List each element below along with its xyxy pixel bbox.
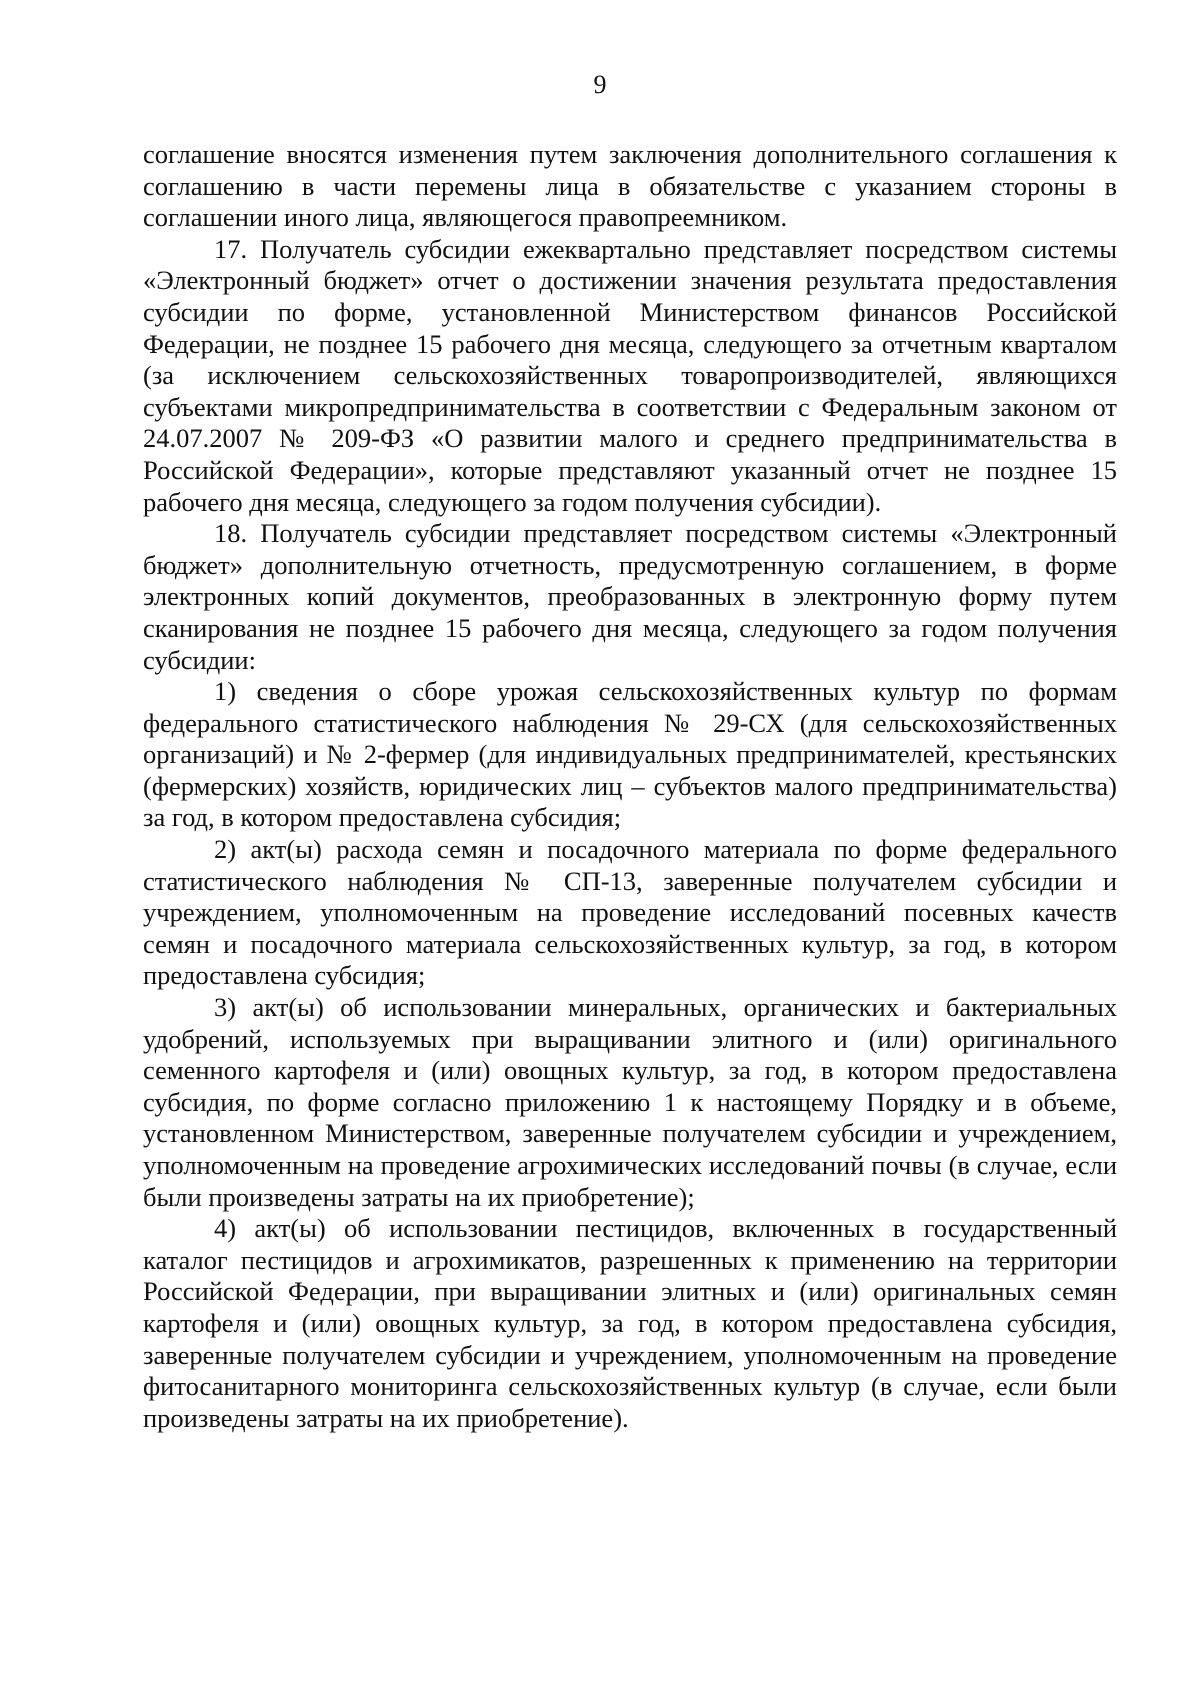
paragraph-item-1: 1) сведения о сборе урожая сельскохозяйственных культур по формам федерального статистического наблюдения № 29-СХ (для сельскохозяйственных организаций) и № 2-фермер (для индивидуальных предпринимателей, крестьянских (фермерских) хозяйств, юридических лиц – субъектов малого предпринимательства) за год, в котором предоставлена субсидия; <box>143 676 1117 833</box>
paragraph-item-3: 3) акт(ы) об использовании минеральных, органических и бактериальных удобрений, используемых при выращивании элитного и (или) оригинального семенного картофеля и (или) овощных культур, за год, в котором предоставлена субсидия, по форме согласно приложению 1 к настоящему Порядку и в объеме, установленном Министерством, заверенные получателем субсидии и учреждением, уполномоченным на проведение агрохимических исследований почвы (в случае, если были произведены затраты на их приобретение); <box>143 992 1117 1212</box>
paragraph-clause-18: 18. Получатель субсидии представляет посредством системы «Электронный бюджет» дополнительную отчетность, предусмотренную соглашением, в форме электронных копий документов, преобразованных в электронную форму путем сканирования не позднее 15 рабочего дня месяца, следующего за годом получения субсидии: <box>143 518 1117 675</box>
paragraph-continuation: соглашение вносятся изменения путем заключения дополнительного соглашения к соглашению в части перемены лица в обязательстве с указанием стороны в соглашении иного лица, являющегося правопреемником. <box>143 139 1117 233</box>
paragraph-clause-17: 17. Получатель субсидии ежеквартально представляет посредством системы «Электронный бюджет» отчет о достижении значения результата предоставления субсидии по форме, установленной Министерством финансов Российской Федерации, не позднее 15 рабочего дня месяца, следующего за отчетным кварталом (за исключением сельскохозяйственных товаропроизводителей, являющихся субъектами микропредпринимательства в соответствии с Федеральным законом от 24.07.2007 № 209-ФЗ «О развитии малого и среднего предпринимательства в Российской Федерации», которые представляют указанный отчет не позднее 15 рабочего дня месяца, следующего за годом получения субсидии). <box>143 233 1117 517</box>
paragraph-item-4: 4) акт(ы) об использовании пестицидов, включенных в государственный каталог пестицидов и агрохимикатов, разрешенных к применению на территории Российской Федерации, при выращивании элитных и (или) оригинальных семян картофеля и (или) овощных культур, за год, в котором предоставлена субсидия, заверенные получателем субсидии и учреждением, уполномоченным на проведение фитосанитарного мониторинга сельскохозяйственных культур (в случае, если были произведены затраты на их приобретение). <box>143 1213 1117 1433</box>
page-number: 9 <box>593 70 607 99</box>
document-body <box>143 139 1117 1434</box>
paragraph-item-2: 2) акт(ы) расхода семян и посадочного материала по форме федерального статистического наблюдения № СП-13, заверенные получателем субсидии и учреждением, уполномоченным на проведение исследований посевных качеств семян и посадочного материала сельскохозяйственных культур, за год, в котором предоставлена субсидия; <box>143 834 1117 991</box>
